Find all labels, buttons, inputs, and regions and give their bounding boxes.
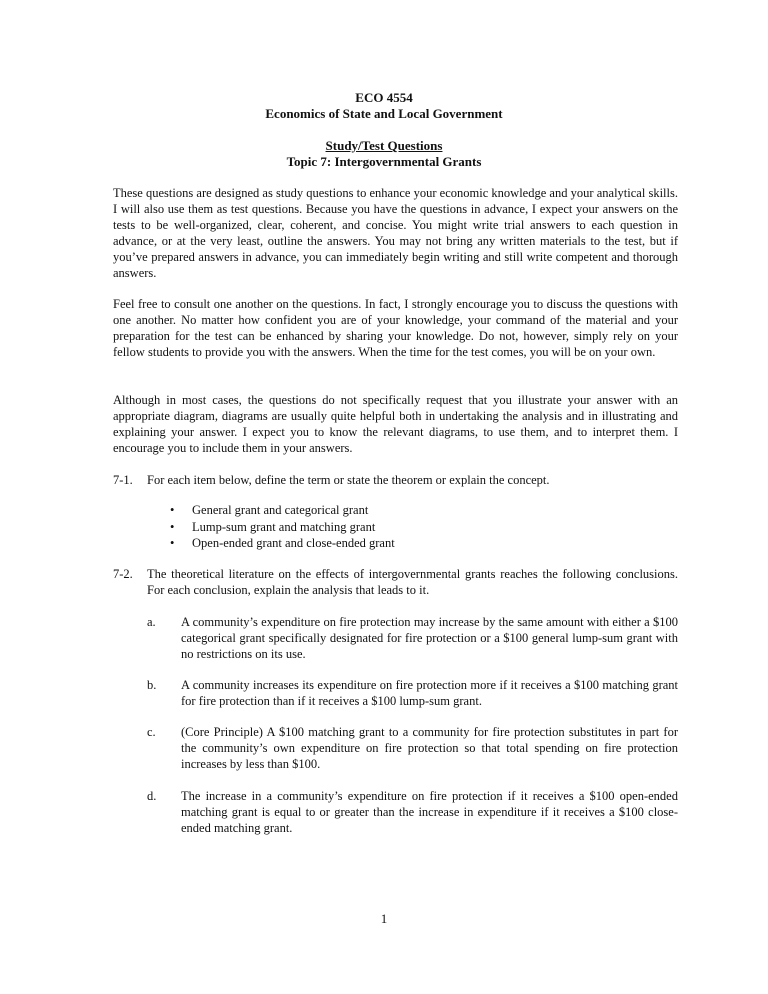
part-c-text: (Core Principle) A $100 matching grant to a community for fire protection substitutes in part for the community’s own expenditure on fire protection so that total spending on fire protection increases by less than $100. <box>181 725 678 771</box>
question-7-1-bullet-list <box>170 502 395 552</box>
part-d-text: The increase in a community’s expenditure on fire protection if it receives a $100 open-ended matching grant is equal to or greater than the increase in expenditure if it receives a $100 close-ended matching grant. <box>181 789 678 835</box>
part-a-label: a. <box>147 615 156 629</box>
part-d-label: d. <box>147 789 157 803</box>
part-c-label: c. <box>147 725 156 739</box>
page-number: 1 <box>380 911 388 926</box>
bullet-icon: • <box>170 503 175 517</box>
question-7-2-number: 7-2. <box>113 567 133 581</box>
question-7-1-text: For each item below, define the term or state the theorem or explain the concept. <box>147 473 550 487</box>
part-b-text: A community increases its expenditure on fire protection more if it receives a $100 matching grant for fire protection than if it receives a $100 lump-sum grant. <box>181 678 678 708</box>
list-item: • General grant and categorical grant <box>170 503 369 517</box>
question-7-1-number: 7-1. <box>113 473 133 487</box>
part-a-text: A community’s expenditure on fire protection may increase by the same amount with either a $100 categorical grant specifically designated for fire protection or a $100 general lump-sum grant with no restrictions on its use. <box>181 615 678 661</box>
list-item: • Lump-sum grant and matching grant <box>170 519 376 534</box>
list-item: • Open-ended grant and close-ended grant <box>170 536 395 550</box>
course-title: Economics of State and Local Government <box>265 106 503 121</box>
bullet-icon: • <box>170 519 175 534</box>
intro-paragraph-2: Feel free to consult one another on the questions. In fact, I strongly encourage you to discuss the questions with one another. No matter how confident you are of your knowledge, your command of the material and your preparation for the test can be enhanced by sharing your knowledge. Do not, however, simply rely on your fellow students to provide you with the answers. When the time for the test comes, you will be on your own. <box>113 297 678 359</box>
bullet-icon: • <box>170 536 175 550</box>
intro-paragraph-3: Although in most cases, the questions do not specifically request that you illustrate your answer with an appropriate diagram, diagrams are usually quite helpful both in undertaking the analysis and in illustrating and explaining your answer. I expect you to know the relevant diagrams, to use them, and to interpret them. I encourage you to include them in your answers. <box>113 393 678 455</box>
question-7-2-text: The theoretical literature on the effects of intergovernmental grants reaches the following conclusions. For each conclusion, explain the analysis that leads to it. <box>147 567 678 597</box>
intro-paragraph-1: These questions are designed as study questions to enhance your economic knowledge and your analytical skills. I will also use them as test questions. Because you have the questions in advance, I expect your answers on the tests to be well-organized, clear, coherent, and concise. You might write trial answers to each question in advance, or at the very least, outline the answers. You may not bring any written materials to the test, but if you’ve prepared answers in advance, you can immediately begin writing and still write competent and thorough answers. <box>113 186 678 280</box>
part-b-label: b. <box>147 678 157 692</box>
course-code: ECO 4554 <box>355 90 413 105</box>
document-type: Study/Test Questions <box>325 138 443 153</box>
topic-title: Topic 7: Intergovernmental Grants <box>286 154 482 169</box>
